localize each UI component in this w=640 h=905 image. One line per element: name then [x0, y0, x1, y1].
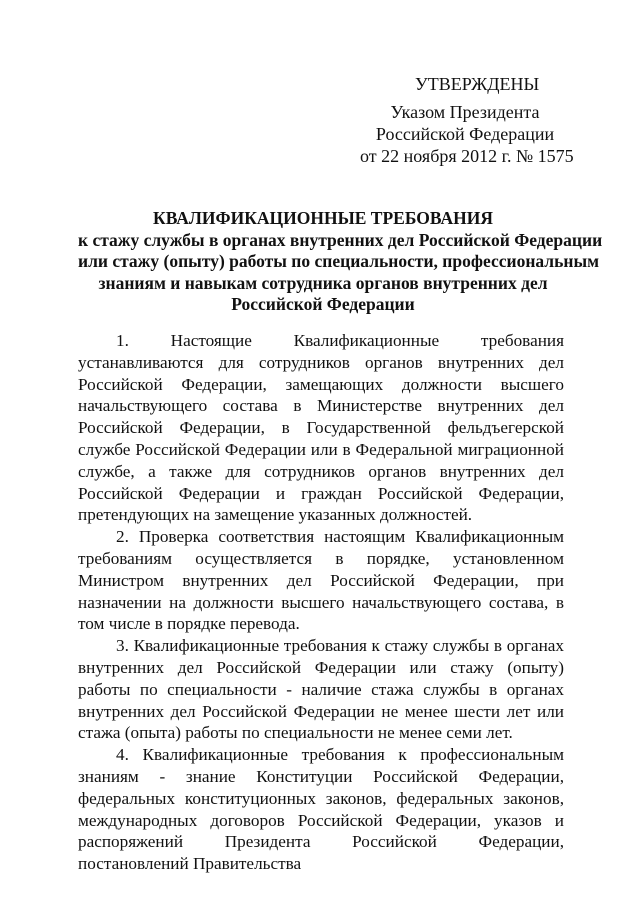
paragraph-1: 1. Настоящие Квалификационные требования устанавливаются для сотрудников органов внутренних дел Российской Федерации, замещающих должности высшего начальствующего состава в Министерстве внутренних дел Российской Федерации, в Государственной фельдъегерской службе Российской Федерации или в Федеральной миграционной службе, а также для сотрудников органов внутренних дел Российской Федерации и граждан Российской Федерации, претендующих на замещение указанных должностей.: [78, 331, 564, 525]
heading-subtitle-line-4: Российской Федерации: [231, 294, 415, 314]
heading-subtitle-line-1: к стажу службы в органах внутренних дел Российской Федерации: [78, 229, 603, 250]
approval-title: УТВЕРЖДЕНЫ: [415, 74, 540, 94]
paragraph-4: 4. Квалификационные требования к профессиональным знаниям - знание Конституции Российской Федерации, федеральных конституционных законов, федеральных законов, международных договоров Российской Федерации, указов и распоряжений Президента Российской Федерации, постановлений Правительства: [78, 745, 564, 874]
approval-stamp: [360, 73, 574, 167]
heading-subtitle-line-2: или стажу (опыту) работы по специальности, профессиональным: [78, 251, 600, 271]
approval-date-line: от 22 ноября 2012 г. № 1575: [360, 146, 574, 166]
document-body: [78, 330, 564, 875]
approval-decree-line: Указом Президента: [390, 102, 540, 122]
heading-title: КВАЛИФИКАЦИОННЫЕ ТРЕБОВАНИЯ: [153, 208, 493, 228]
paragraph-2: 2. Проверка соответствия настоящим Квалификационным требованиям осуществляется в порядке, установленном Министром внутренних дел Российской Федерации, при назначении на должности высшего начальствующего состава, в том числе в порядке перевода.: [78, 527, 564, 634]
paragraph-3: 3. Квалификационные требования к стажу службы в органах внутренних дел Российской Федерации или стажу (опыту) работы по специальности - наличие стажа службы в органах внутренних дел Российской Федерации не менее шести лет или стажа (опыта) работы по специальности не менее семи лет.: [78, 636, 564, 743]
heading-subtitle-line-3: знаниям и навыкам сотрудника органов внутренних дел: [98, 272, 548, 293]
document-heading: [78, 208, 603, 316]
approval-country-line: Российской Федерации: [375, 124, 555, 144]
